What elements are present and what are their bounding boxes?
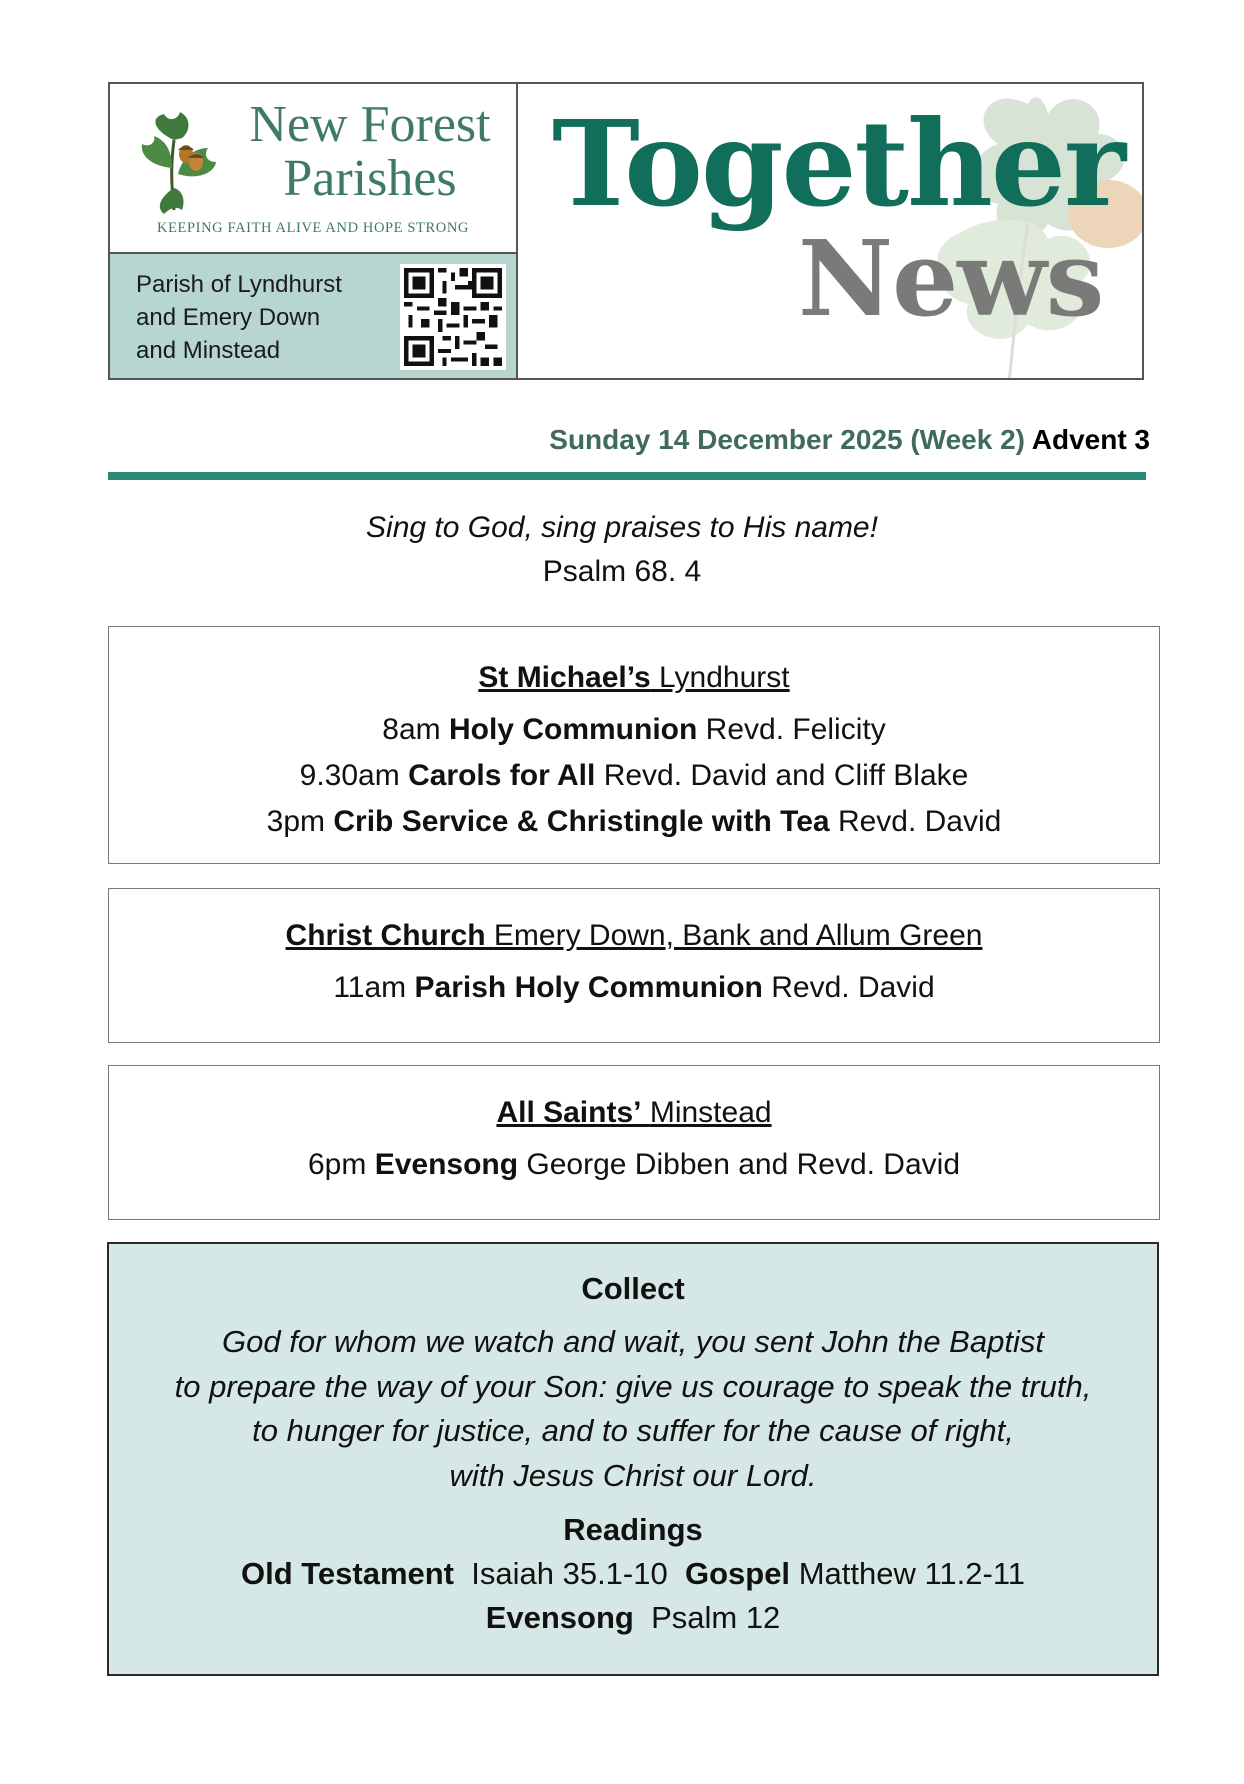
parish-name xyxy=(136,268,342,367)
logo-name-line1: New Forest xyxy=(249,96,491,153)
church-location: Emery Down, Bank and Allum Green xyxy=(493,919,983,952)
collect-line: to prepare the way of your Son: give us courage to speak the truth, xyxy=(174,1368,1092,1404)
service-leader: Revd. Felicity xyxy=(705,713,886,746)
parish-panel xyxy=(110,254,516,378)
service-time: 9.30am xyxy=(299,759,400,792)
church-location: Minstead xyxy=(649,1096,772,1129)
service-box-st-michaels xyxy=(108,626,1160,864)
title-news: News xyxy=(798,217,1104,340)
masthead xyxy=(108,82,1144,380)
gospel-label: Gospel xyxy=(684,1556,791,1591)
parish-logo xyxy=(110,84,516,254)
church-name-bold: Christ Church xyxy=(285,919,486,952)
service-line xyxy=(109,1142,1159,1188)
parish-line-2: and Emery Down xyxy=(136,304,321,331)
collect-title: Collect xyxy=(581,1271,685,1306)
service-time: 6pm xyxy=(307,1148,367,1181)
readings-title: Readings xyxy=(563,1512,703,1547)
service-box-all-saints xyxy=(108,1065,1160,1220)
collect-line: to hunger for justice, and to suffer for the cause of right, xyxy=(252,1413,1014,1448)
church-name-bold: St Michael’s xyxy=(478,661,651,694)
church-name xyxy=(109,1090,1159,1136)
collect-box xyxy=(107,1242,1159,1676)
scripture-verse xyxy=(0,506,1244,594)
divider-rule xyxy=(108,472,1146,480)
church-name xyxy=(109,655,1159,701)
evensong-ref: Psalm 12 xyxy=(651,1600,781,1635)
service-box-christ-church xyxy=(108,888,1160,1043)
service-title: Parish Holy Communion xyxy=(414,971,763,1004)
logo-name-line2: Parishes xyxy=(283,150,457,207)
service-line xyxy=(109,753,1159,799)
service-title: Evensong xyxy=(374,1148,519,1181)
church-name xyxy=(109,913,1159,959)
service-line xyxy=(109,965,1159,1011)
service-date: Sunday 14 December 2025 (Week 2) xyxy=(549,424,1025,455)
parish-line-3: and Minstead xyxy=(136,337,281,364)
church-name-bold: All Saints’ xyxy=(496,1096,642,1129)
collect-line: with Jesus Christ our Lord. xyxy=(449,1457,817,1493)
service-title: Crib Service & Christingle with Tea xyxy=(333,805,830,838)
parish-line-1: Parish of Lyndhurst xyxy=(136,271,342,298)
liturgical-occasion: Advent 3 xyxy=(1031,424,1150,455)
gospel-ref: Matthew 11.2-11 xyxy=(798,1556,1025,1591)
masthead-title xyxy=(518,84,1142,378)
readings-line-1 xyxy=(109,1552,1157,1596)
logo-name xyxy=(230,98,510,206)
verse-reference: Psalm 68. 4 xyxy=(542,555,702,588)
verse-text: Sing to God, sing praises to His name! xyxy=(366,511,878,544)
logo-tagline: KEEPING FAITH ALIVE AND HOPE STRONG xyxy=(157,220,469,236)
service-leader: Revd. David xyxy=(837,805,1002,838)
readings-line-2 xyxy=(109,1596,1157,1640)
title-together: Together xyxy=(552,94,1125,233)
church-location: Lyndhurst xyxy=(658,661,790,694)
oak-leaf-acorn-icon xyxy=(134,110,220,220)
service-time: 8am xyxy=(382,713,441,746)
masthead-left xyxy=(110,84,518,378)
old-testament-ref: Isaiah 35.1-10 xyxy=(471,1556,668,1591)
service-leader: George Dibben and Revd. David xyxy=(526,1148,960,1181)
service-time: 11am xyxy=(333,971,407,1004)
service-leader: Revd. David xyxy=(771,971,935,1004)
evensong-label: Evensong xyxy=(485,1600,634,1635)
service-line xyxy=(109,707,1159,753)
collect-prayer xyxy=(109,1320,1157,1498)
service-line xyxy=(109,799,1159,845)
service-title: Holy Communion xyxy=(448,713,698,746)
collect-line: God for whom we watch and wait, you sent John the Baptist xyxy=(222,1324,1044,1359)
service-time: 3pm xyxy=(266,805,326,838)
service-leader: Revd. David and Cliff Blake xyxy=(603,759,969,792)
qr-code-icon[interactable] xyxy=(400,264,506,370)
date-line xyxy=(549,424,1150,456)
service-title: Carols for All xyxy=(408,759,596,792)
old-testament-label: Old Testament xyxy=(240,1556,455,1591)
